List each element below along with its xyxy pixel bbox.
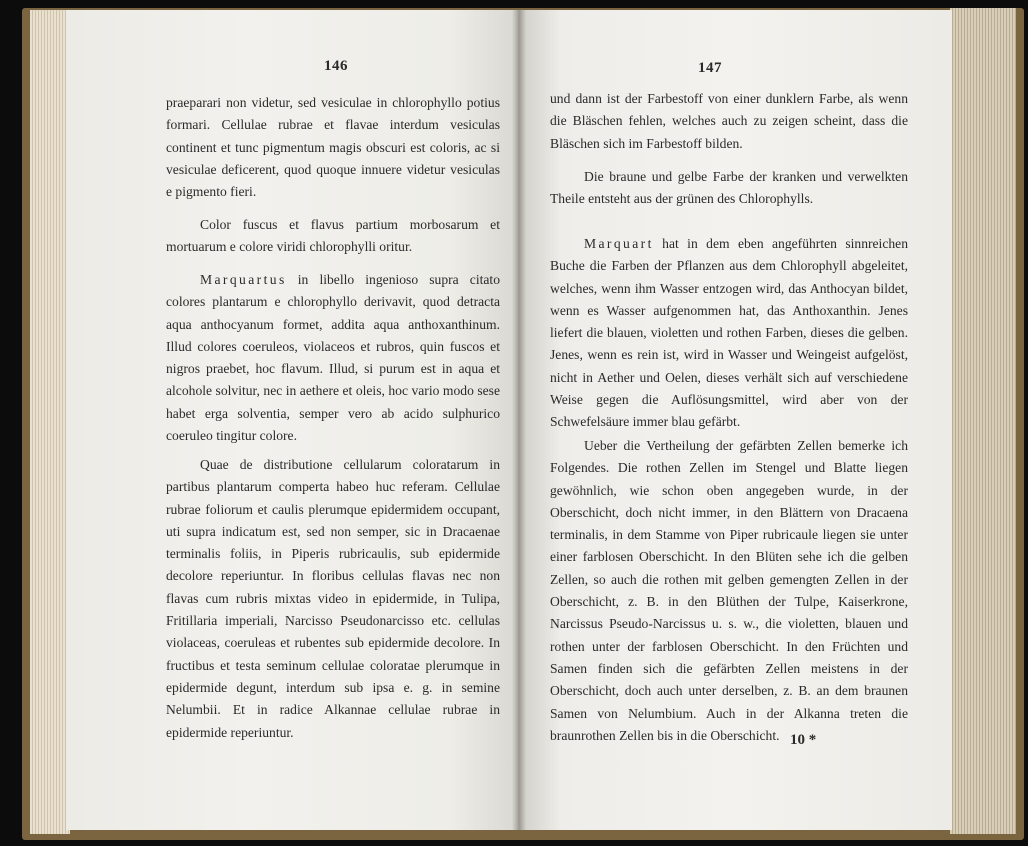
left-paragraph-4-text: Quae de distributione cellularum coloratarum in partibus plantarum comperta habeo huc referam. Cellulae rubrae foliorum et caulis plerumque epidermidem occupant, uti supra indicatum est, sed non semper, sic in Dracaenae terminalis foliis, in Piperis rubricaulis, sub epidermide decolore reperiuntur. In floribus cellulas flavas nec non flavas cum rubris mixtas video in epidermide, in Tulipa, Fritillaria imperiali, Narcisso Pseudonarcisso etc. cellulas violaceas, coeruleas et rubentes sub epidermide decolore. In fructibus et testa seminum cellulae coloratae plerumque in epidermide degunt, interdum sub ipsa e. g. in semine Nelumbii. Et in radice Alkannae cellulae rubrae in epidermide reperiuntur.	[166, 457, 500, 740]
right-paragraph-3-text: hat in dem eben angeführten sinnreichen Buche die Farben der Pflanzen aus dem Chlorophyll abgeleitet, welches, wenn ihm Wasser entzogen wird, das Anthocyan bildet, wenn es Wasser aufgenommen hat, das Anthoxanthin. Jenes liefert die blauen, violetten und rothen Farben, dieses die gelben. Jenes, wenn es rein ist, wird in Wasser und Weingeist aufgelöst, nicht in Aether und Oelen, dieses verhält sich auf verschiedene Weise gegen die Auflösungsmittel, wird aber von der Schwefelsäure immer blau gefärbt.	[550, 236, 908, 430]
page-edges-right	[950, 8, 1016, 834]
right-paragraph-2-text: Die braune und gelbe Farbe der kranken und verwelkten Theile entsteht aus der grünen des Chlorophylls.	[550, 169, 908, 207]
right-paragraph-3	[550, 233, 908, 434]
signature-mark: 10 *	[790, 732, 817, 748]
book-gutter	[512, 10, 526, 830]
right-paragraph-4	[550, 435, 908, 747]
left-paragraph-4	[166, 454, 500, 744]
left-page	[66, 10, 518, 830]
right-page-number: 147	[698, 60, 722, 76]
left-paragraph-1	[166, 92, 500, 203]
author-name-marquartus: Marquartus	[200, 272, 287, 287]
left-paragraph-3-text: in libello ingenioso supra citato colores plantarum e chlorophyllo derivavit, quod detracta aqua anthocyanum formet, addita aqua anthoxanthinum. Illud colores coeruleos, violaceos et rubros, quin fuscos et nigros praebet, hoc flavum. Illud, si purum est in aqua et alcohole solvitur, nec in aethere et oleis, hoc vario modo sese habet erga solventia, semper vero ab acido sulphurico coeruleo tingitur colore.	[166, 272, 500, 444]
left-paragraph-2	[166, 214, 500, 259]
right-paragraph-4-text: Ueber die Vertheilung der gefärbten Zellen bemerke ich Folgendes. Die rothen Zellen im Stengel und Blatte liegen gewöhnlich, wie schon oben angegeben wurde, in der Oberschicht, doch nicht immer, in den Blättern von Dracaena terminalis, in dem Stamme von Piper rubricaule liegen sie unter einer farblosen Oberschicht. In den Blüten sehe ich die gelben Zellen, so auch die rothen mit gelben gemengten Zellen in der Oberschicht, z. B. in den Blüthen der Tulpe, Kaiserkrone, Narcissus Pseudo-Narcissus u. s. w., die violetten, blauen und rothen unter der farblosen Oberschicht. In den Früchten und Samen finden sich die gefärbten Zellen meistens in der Oberschicht, doch auch unter derselben, z. B. an dem braunen Samen von Nelumbium. Auch in der Alkanna treten die braunrothen Zellen bis in die Oberschicht.	[550, 438, 908, 743]
right-paragraph-1	[550, 88, 908, 155]
left-page-number: 146	[324, 58, 348, 74]
author-name-marquart: Marquart	[584, 236, 654, 251]
right-page	[518, 10, 952, 830]
page-edges-left	[30, 10, 70, 834]
left-paragraph-1-text: praeparari non videtur, sed vesiculae in chlorophyllo potius formari. Cellulae rubrae et flavae interdum vesiculas continent et tunc pigmentum magis obscuri est coloris, ac si vesiculae deficerent, quod quoque innuere videtur vesiculas e pigmento fieri.	[166, 95, 500, 200]
left-paragraph-3	[166, 269, 500, 447]
right-paragraph-1-text: und dann ist der Farbestoff von einer dunklern Farbe, als wenn die Bläschen fehlen, welches auch zu zeigen scheint, dass die Bläschen sich im Farbestoff bilden.	[550, 91, 908, 151]
right-paragraph-2	[550, 166, 908, 211]
left-paragraph-2-text: Color fuscus et flavus partium morbosarum et mortuarum e colore viridi chlorophylli oritur.	[166, 217, 500, 255]
